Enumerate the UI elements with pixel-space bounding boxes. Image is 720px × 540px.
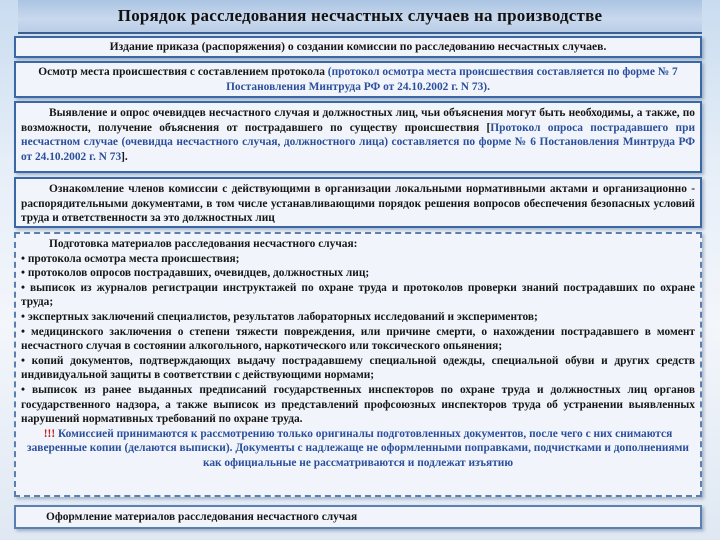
- list-item: • экспертных заключений специалистов, результатов лабораторных исследований и экспериментов;: [21, 310, 538, 323]
- warning-note: [21, 427, 695, 471]
- step-order-issue: [14, 36, 702, 58]
- list-item: • протоколов опросов пострадавших, очевидцев, должностных лиц;: [21, 267, 370, 280]
- step-site-inspection-note: (протокол осмотра места происшествия составляется по форме № 7 Постановления Минтруда РФ от 24.10.2002 г. N 73).: [226, 66, 678, 93]
- step-witness-interview: [14, 101, 702, 173]
- step-documents-review: [14, 177, 702, 228]
- step-materials-preparation: [14, 232, 702, 497]
- step-witness-interview-text: Выявление и опрос очевидцев несчастного случая и должностных лиц, чьи объяснения могут быть необходимы, а также, по возможности, получение объяснения от пострадавшего по существу происшествия [: [21, 107, 695, 134]
- step-documents-review-text: Ознакомление членов комиссии с действующими в организации локальными нормативными актами и организационно - распорядительными документами, в том числе устанавливающими порядок решения вопросов обеспечения безопасных условий труда и ответственности за это должностных лиц: [21, 183, 695, 225]
- list-item: • медицинского заключения о степени тяжести повреждения, или причине смерти, о нахождении пострадавшего в момент несчастного случая в состоянии алкогольного, наркотического или токсического опьянения;: [21, 325, 695, 353]
- step-materials-heading: [21, 237, 695, 252]
- step-witness-interview-note: Протокол опроса пострадавшего при несчастном случае (очевидца несчастного случая, должностного лица) составляется по форме № 6 Постановления Минтруда РФ от 24.10.2002 г. N 73: [21, 121, 696, 163]
- list-item: • протокола осмотра места происшествия;: [21, 252, 240, 265]
- step-materials-registration: [14, 505, 702, 529]
- page-title: Порядок расследования несчастных случаев на производстве: [117, 6, 603, 25]
- title-bar: [18, 0, 702, 34]
- warning-text: Комиссией принимаются к рассмотрению только оригиналы подготовленных документов, после чего с них снимаются заверенные копии (делаются выписки). Документы с надлежаще не оформленными поправками, подчистками и дополнениями как официальные не рассматриваются и подлежат изъятию: [27, 427, 689, 469]
- step-order-issue-text: Издание приказа (распоряжения) о создании комиссии по расследованию несчастных случаев.: [109, 39, 607, 53]
- step-materials-registration-text: Оформление материалов расследования несчастного случая: [46, 510, 358, 523]
- step-site-inspection-text: Осмотр места происшествия с составлением протокола: [38, 66, 328, 78]
- step-witness-interview-end: ].: [121, 150, 128, 163]
- warning-mark: !!!: [43, 427, 56, 440]
- step-site-inspection: [14, 61, 702, 98]
- list-item: • выписок из журналов регистрации инструктажей по охране труда и протоколов проверки знаний пострадавших по охране труда;: [21, 281, 695, 309]
- list-item: • выписок из ранее выданных предписаний государственных инспекторов по охране труда и должностных лиц органов государственного надзора, а также выписок из представлений профсоюзных инспекторов труда об устранении выявленных нарушений нормативных требований по охране труда.: [21, 383, 695, 426]
- step-materials-heading-text: Подготовка материалов расследования несчастного случая:: [49, 238, 358, 250]
- list-item: • копий документов, подтверждающих выдачу пострадавшему специальной одежды, специальной обуви и других средств индивидуальной защиты в соответствии с действующими нормами;: [21, 354, 695, 382]
